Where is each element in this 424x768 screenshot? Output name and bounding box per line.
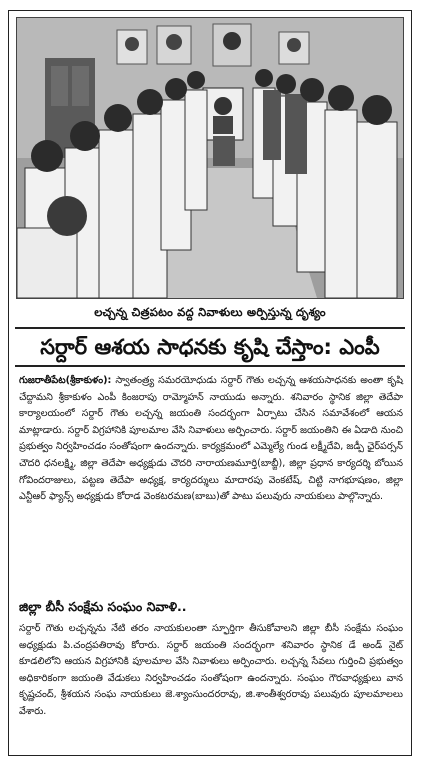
- news-photo: [16, 17, 404, 299]
- news-clipping: [8, 10, 412, 756]
- article-paragraph-2: సర్దార్ గౌతు లచ్చన్నను నేటి తరం నాయకులంతా స్ఫూర్తిగా తీసుకోవాలని జిల్లా బీసీ సంక్షేమ సంఘం అధ్యక్షుడు పి.చంద్రపతిరావు కోరారు. సర్దార్ జయంతి సందర్భంగా శనివారం స్థానిక డే అండ్ నైట్ కూడలిలోని ఆయన విగ్రహానికి పూలమాల వేసి నివాళులు అర్పించారు. లచ్చన్న సేవలు గుర్తించి ప్రభుత్వం అధికారికంగా జయంతి వేడుకలు నిర్వహించడం సంతోషంగా ఉందన్నారు. సంఘం గౌరవాధ్యక్షులు వాన కృష్ణచంద్, శ్రీశయన సంఘ నాయకులు జె.శ్యాంసుందరరావు, జి.శాంతీశ్వరరావు పలువురు పూలమాలలు వేశారు.: [19, 623, 403, 717]
- tribute-photo-image: [17, 18, 403, 298]
- article-paragraph: [19, 373, 403, 506]
- subheading: జిల్లా బీసీ సంక్షేమ సంఘం నివాళి..: [19, 599, 187, 614]
- article-body: స్వాతంత్ర్య సమరయోధుడు సర్దార్ గౌతు లచ్చన్న ఆశయసాధనకు అంతా కృషి చేద్దామని శ్రీకాకుళం ఎంపీ కింజరాపు రామ్మోహన్ నాయుడు అన్నారు. శనివారం స్థానిక జిల్లా తెదేపా కార్యాలయంలో సర్దార్ గౌతు లచ్చన్న జయంతి సందర్భంగా ఏర్పాటు చేసిన సమావేశంలో ఆయన మాట్లాడారు. సర్దార్ విగ్రహానికి పూలమాల వేసి నివాళులు అర్పించారు. సర్దార్ జయంతిని ఈ ఏడాది నుంచి ప్రభుత్వం నిర్వహించడం సంతోషంగా ఉందన్నారు. కార్యక్రమంలో ఎమ్మెల్యే గుండ లక్ష్మీదేవి, జడ్పీ ఛైర్‌పర్సన్ చౌదరి ధనలక్ష్మి, జిల్లా తెదేపా అధ్యక్షుడు చౌదరి నారాయణమూర్తి(బాబ్జీ), జిల్లా ప్రధాన కార్యదర్శి బోయిన గోవిందరాజులు, పట్టణ తెదేపా అధ్యక్ష, కార్యదర్శులు మాదారపు వెంకటేష్, చిట్టి నాగభూషణం, జిల్లా ఎన్టీఆర్ ఫ్యాన్స్ అధ్యక్షుడు కోరాడ వెంకటరమణ(బాబు)తో పాటు పలువురు నాయకులు పాల్గొన్నారు.: [19, 375, 403, 503]
- photo-caption: లచ్చన్న చిత్రపటం వద్ద నివాళులు అర్పిస్తున్న దృశ్యం: [94, 305, 326, 319]
- dateline: గుజరాతీపేట(శ్రీకాకుళం):: [19, 375, 112, 386]
- headline: సర్దార్ ఆశయ సాధనకు కృషి చేస్తాం: ఎంపీ: [15, 327, 405, 367]
